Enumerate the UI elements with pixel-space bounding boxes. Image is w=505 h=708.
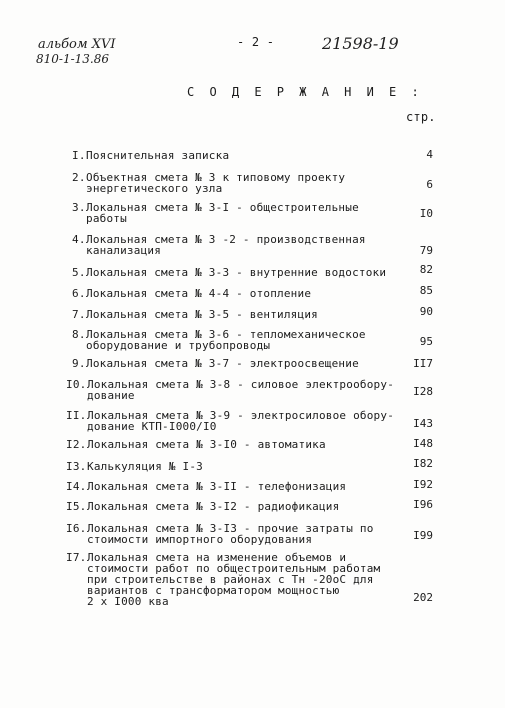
toc-item-number: 6.	[72, 287, 86, 300]
toc-item-text: Локальная смета № 3-8 - силовое электрообору-	[87, 378, 395, 391]
toc-item-text: Локальная смета № 3-5 - вентиляция	[86, 308, 318, 321]
toc-item-page: I0	[419, 207, 433, 220]
toc-item-text: Локальная смета № 4-4 - отопление	[86, 287, 312, 300]
toc-item-page: 202	[413, 591, 433, 604]
toc-item-text: стоимости импортного оборудования	[87, 533, 313, 546]
toc-item-text: Локальная смета № 3-7 - электроосвещение	[86, 357, 359, 370]
toc-item-number: I2.	[66, 438, 87, 451]
toc-item-number: I4.	[66, 480, 87, 493]
toc-item-text: стоимости работ по общестроительным работам	[87, 562, 381, 575]
toc-item-text: при строительстве в районах с Тн -20оС для	[87, 573, 374, 586]
toc-item-page: I82	[413, 457, 433, 470]
toc-item-text: Локальная смета № 3-I - общестроительные	[86, 201, 359, 214]
toc-item-page: I43	[413, 417, 433, 430]
toc-item-text: 2 х I000 ква	[87, 595, 169, 608]
toc-item-number: 5.	[72, 266, 86, 279]
toc-item-number: I7.	[66, 551, 87, 564]
toc-item-page: 4	[426, 148, 433, 161]
toc-item-number: 7.	[72, 308, 86, 321]
toc-item-text: Локальная смета № 3-I0 - автоматика	[87, 438, 326, 451]
toc-item-text: Локальная смета № 3-I3 - прочие затраты по	[87, 522, 374, 535]
toc-item-page: 90	[419, 305, 433, 318]
document-number: 21598-19	[322, 34, 399, 53]
toc-item-number: I0.	[66, 378, 87, 391]
toc-item-number: 9.	[72, 357, 86, 370]
toc-item-number: I5.	[66, 500, 87, 513]
toc-item-text: Пояснительная записка	[86, 149, 230, 162]
toc-item-number: 4.	[72, 233, 86, 246]
series-number: 810-1-13.86	[36, 52, 110, 66]
toc-item-number: 2.	[72, 171, 86, 184]
toc-item-page: I96	[413, 498, 433, 511]
toc-item-page: 6	[426, 178, 433, 191]
toc-item-text: Локальная смета на изменение объемов и	[87, 551, 347, 564]
toc-item-number: 3.	[72, 201, 86, 214]
toc-item-page: 82	[419, 263, 433, 276]
toc-item-text: оборудование и трубопроводы	[86, 339, 271, 352]
toc-item-page: I28	[413, 385, 433, 398]
toc-item-text: канализация	[86, 244, 162, 257]
toc-item-text: работы	[86, 212, 127, 225]
toc-item-number: II.	[66, 409, 87, 422]
toc-item-text: Локальная смета № 3-3 - внутренние водостоки	[86, 266, 387, 279]
toc-item-number: I.	[72, 149, 86, 162]
toc-item-text: дование КТП-I000/I0	[87, 420, 217, 433]
page-number: - 2 -	[237, 35, 275, 49]
page-column-label: стр.	[406, 110, 436, 124]
toc-item-number: 8.	[72, 328, 86, 341]
toc-item-number: I6.	[66, 522, 87, 535]
toc-item-text: Локальная смета № 3-I2 - радиофикация	[87, 500, 340, 513]
toc-item-page: II7	[413, 357, 433, 370]
toc-item-page: I99	[413, 529, 433, 542]
toc-item-text: Калькуляция № I-3	[87, 460, 203, 473]
toc-item-page: 85	[419, 284, 433, 297]
contents-title: С О Д Е Р Ж А Н И Е :	[187, 85, 423, 99]
toc-item-text: Локальная смета № 3-II - телефонизация	[87, 480, 347, 493]
toc-item-page: 95	[419, 335, 433, 348]
album-label: альбом XVI	[38, 37, 116, 52]
toc-item-number: I3.	[66, 460, 87, 473]
toc-item-page: I48	[413, 437, 433, 450]
toc-item-text: вариантов с трансформатором мощностью	[87, 584, 340, 597]
toc-item-text: энергетического узла	[86, 182, 223, 195]
toc-item-page: 79	[419, 244, 433, 257]
toc-item-text: Локальная смета № 3-6 - тепломеханическое	[86, 328, 366, 341]
toc-item-page: I92	[413, 478, 433, 491]
toc-item-text: Локальная смета № 3-9 - электросиловое обору-	[87, 409, 395, 422]
toc-item-text: Локальная смета № 3 -2 - производственная	[86, 233, 366, 246]
toc-item-text: Объектная смета № 3 к типовому проекту	[86, 171, 346, 184]
toc-item-text: дование	[87, 389, 135, 402]
